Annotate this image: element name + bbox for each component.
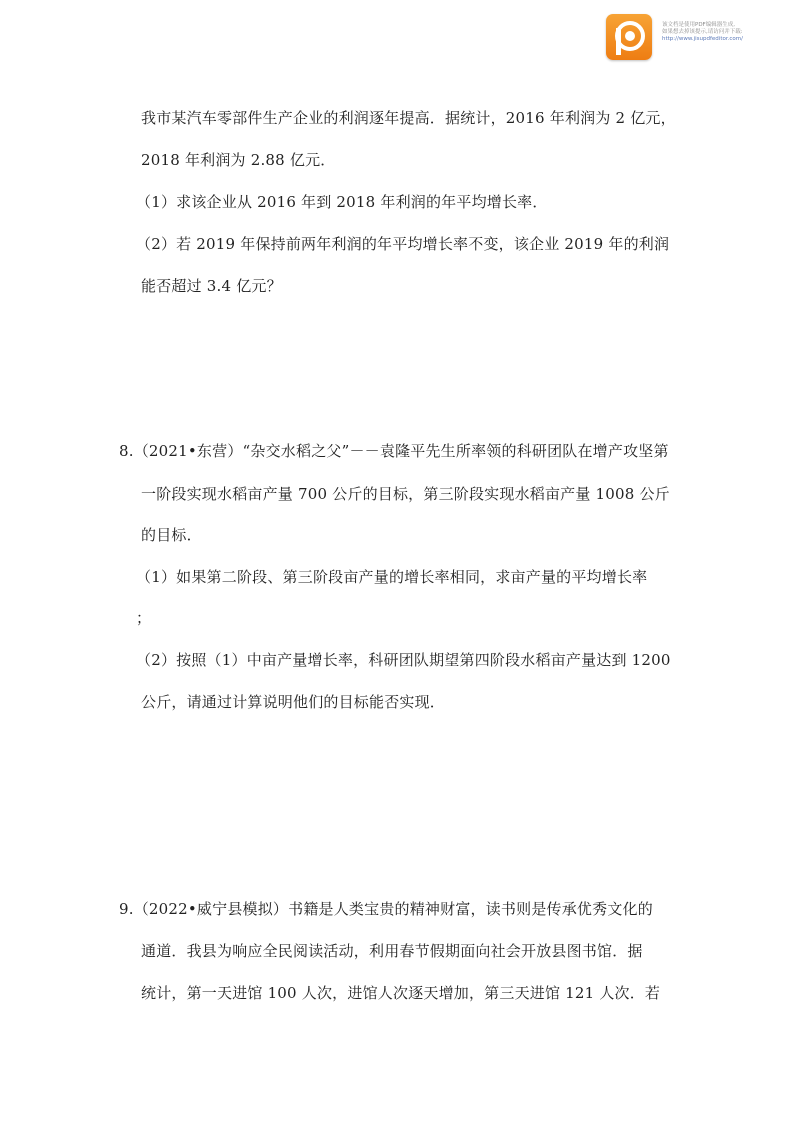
watermark-text: [662, 22, 743, 43]
problem7-question1: （1）求该企业从 2016 年到 2018 年利润的年平均增长率．: [136, 193, 548, 211]
pdf-editor-logo[interactable]: [606, 14, 652, 60]
watermark-line1: 该文档是使用PDF编辑器生成,: [662, 22, 735, 28]
problem7-line1: 我市某汽车零部件生产企业的利润逐年提高．据统计，2016 年利润为 2 亿元，: [141, 109, 676, 127]
problem8-line2: 一阶段实现水稻亩产量 700 公斤的目标，第三阶段实现水稻亩产量 1008 公斤: [141, 485, 670, 503]
watermark-line2: 如果想去掉该提示,请访问并下载:: [662, 29, 743, 35]
problem9-line2: 通道．我县为响应全民阅读活动，利用春节假期面向社会开放县图书馆．据: [141, 942, 643, 960]
problem8-question2-line2: 公斤，请通过计算说明他们的目标能否实现．: [141, 693, 446, 711]
watermark-url[interactable]: http://www.jisupdfeditor.com/: [662, 36, 743, 42]
problem8-question1-line2: ；: [136, 609, 152, 627]
p-logo-icon: [606, 14, 652, 60]
problem7-question2-line1: （2）若 2019 年保持前两年利润的年平均增长率不变，该企业 2019 年的利润: [136, 235, 670, 253]
problem8-question1-line1: （1）如果第二阶段、第三阶段亩产量的增长率相同，求亩产量的平均增长率: [136, 568, 648, 586]
problem9-line3: 统计，第一天进馆 100 人次，进馆人次逐天增加，第三天进馆 121 人次．若: [141, 984, 661, 1002]
problem7-line2: 2018 年利润为 2.88 亿元．: [141, 151, 336, 169]
problem7-question2-line2: 能否超过 3.4 亿元？: [141, 277, 282, 295]
problem8-question2-line1: （2）按照（1）中亩产量增长率，科研团队期望第四阶段水稻亩产量达到 1200: [136, 651, 671, 669]
problem8-line1: 8.（2021•东营）“杂交水稻之父”－－袁隆平先生所率领的科研团队在增产攻坚第: [119, 442, 669, 460]
problem8-line3: 的目标．: [141, 526, 202, 544]
problem9-line1: 9.（2022•威宁县模拟）书籍是人类宝贵的精神财富，读书则是传承优秀文化的: [119, 900, 653, 918]
